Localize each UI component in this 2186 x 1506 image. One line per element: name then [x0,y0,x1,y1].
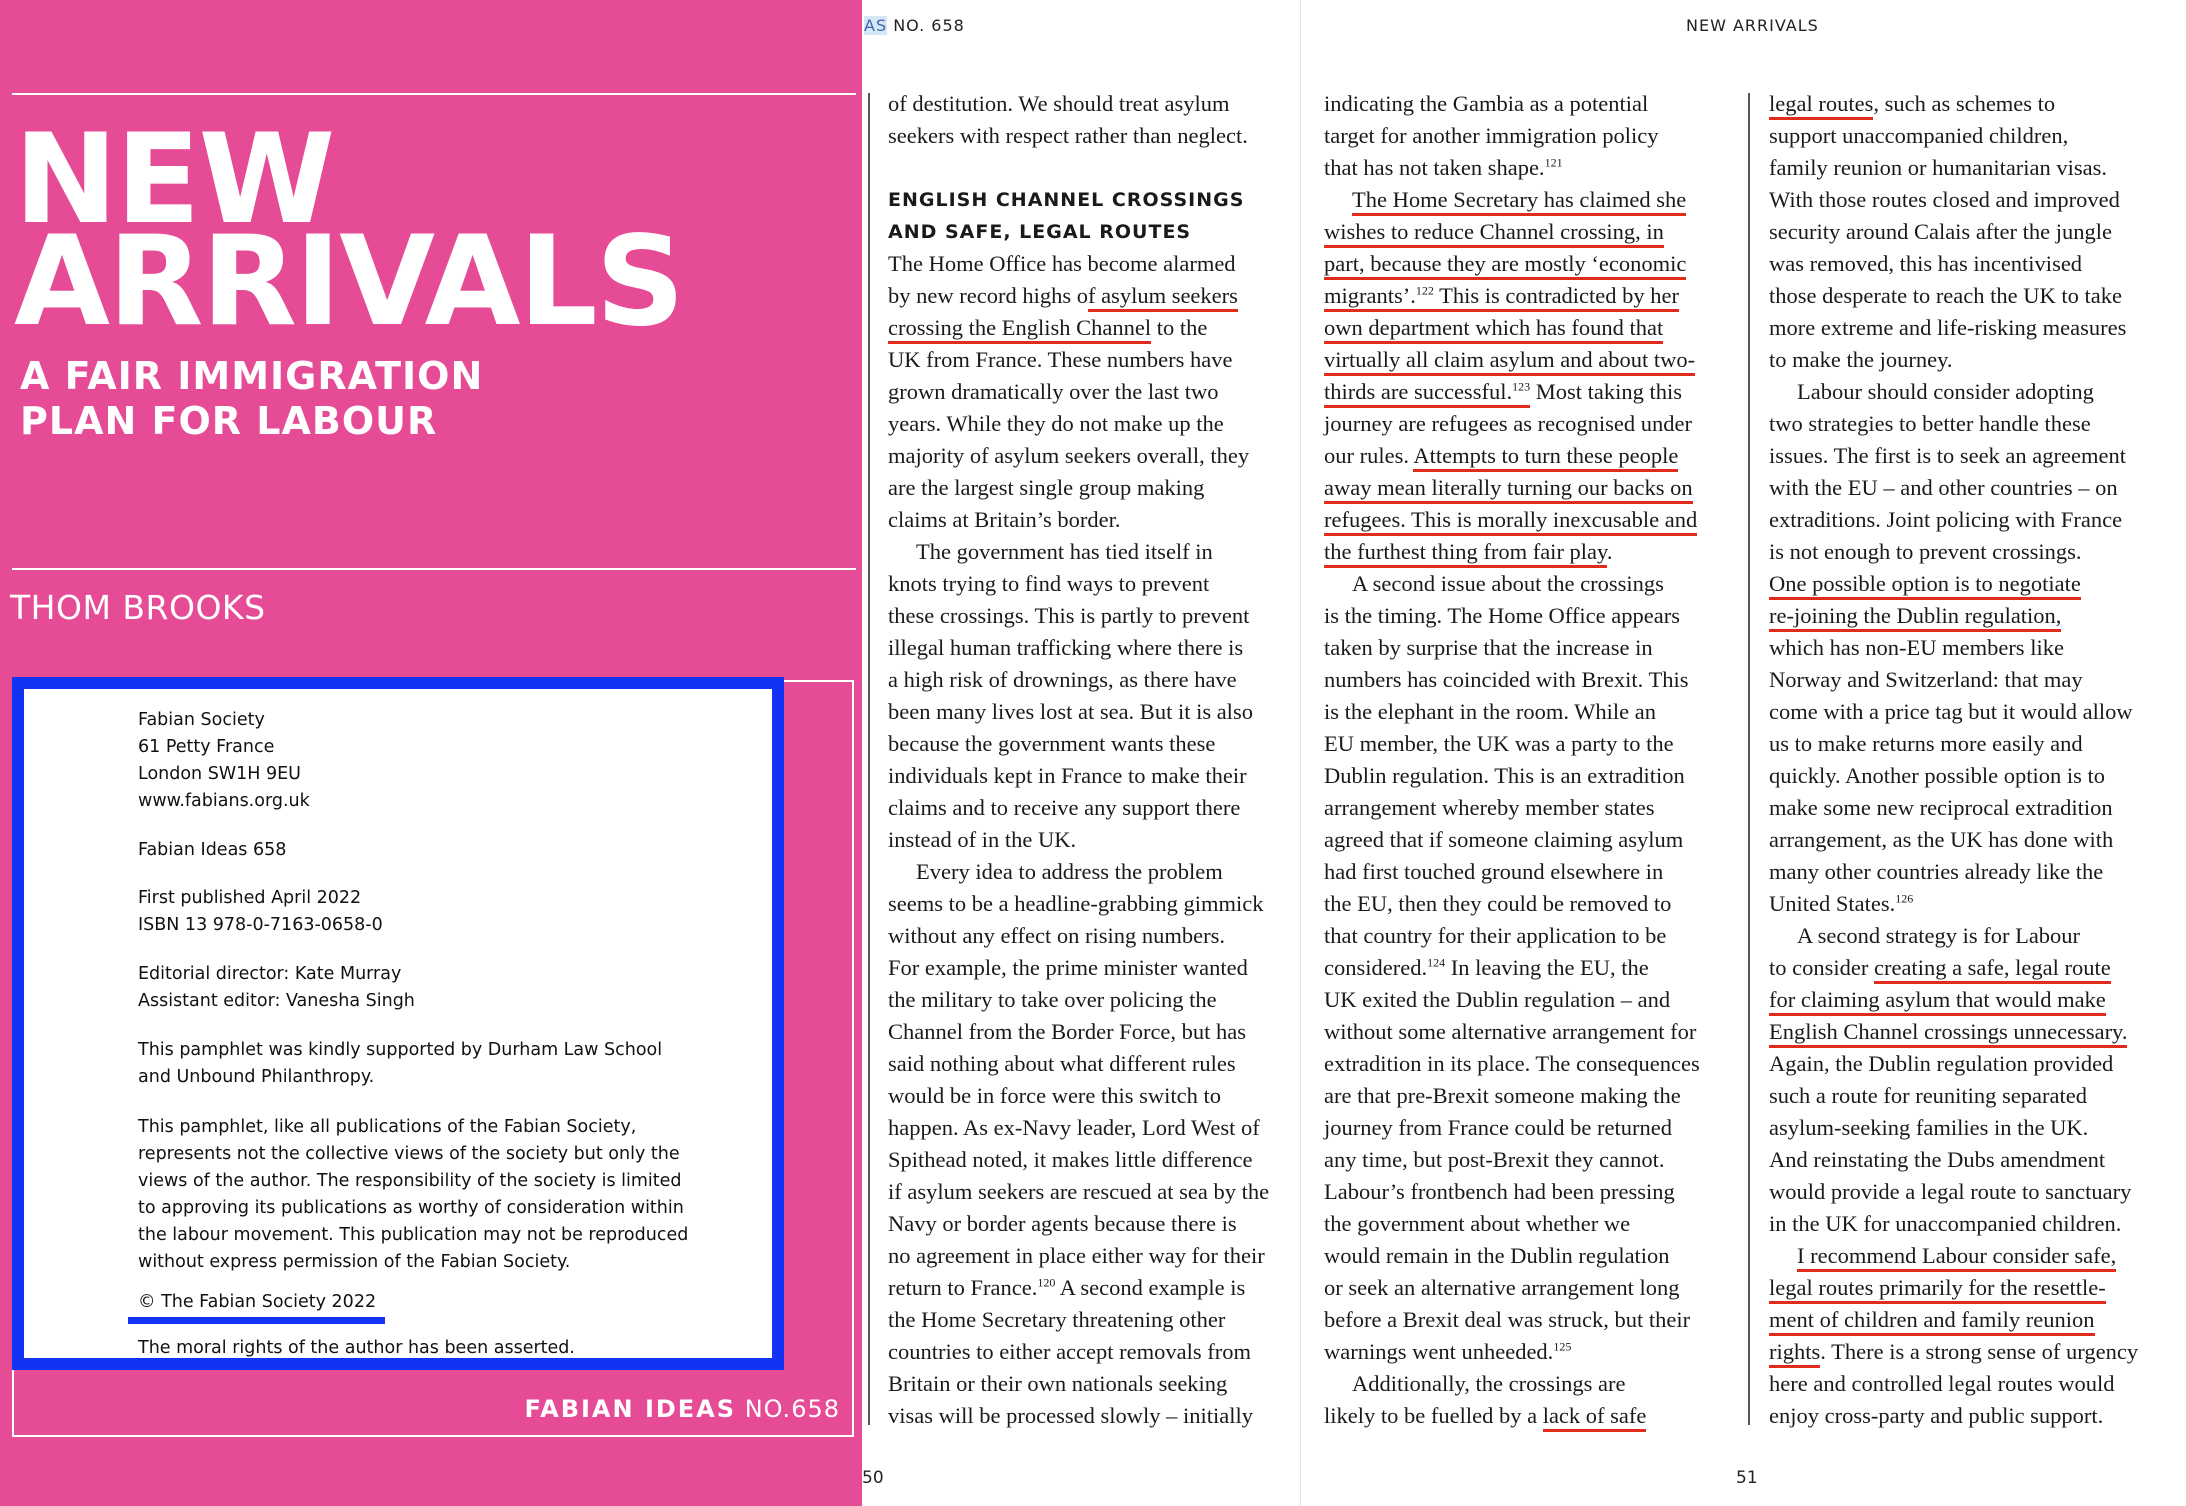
imprint-support-line-2: and Unbound Philanthropy. [138,1067,375,1087]
text-line: asylum-seeking families in the UK. [1769,1115,2089,1140]
text-line: journey from France could be returned [1324,1115,1672,1140]
text-line: years. While they do not make up the [888,411,1224,436]
underlined-text: Attempts to turn these people [1413,443,1678,472]
text-line [1324,504,1700,536]
text-span: our rules. [1324,443,1414,468]
text-line: the government about whether we [1324,1211,1631,1236]
underlined-text: for claiming asylum that would make [1769,987,2106,1016]
imprint-box [12,677,784,1370]
column-rule-left [868,93,870,1425]
text-line: is the timing. The Home Office appears [1324,603,1680,628]
underlined-text: f asylum seekers [1088,283,1238,312]
text-line: quickly. Another possible option is to [1769,763,2106,788]
text-line: before a Brexit deal was struck, but their [1324,1307,1691,1332]
cover-panel [0,0,862,1506]
text-span: . There is a strong sense of urgency [1820,1339,2139,1364]
text-line [1324,248,1700,280]
text-span: . [1606,539,1613,564]
underlined-text: One possible option is to negotiate [1769,571,2081,600]
imprint-disclaimer-line-2: represents not the collective views of the society but only the [138,1144,680,1164]
text-line [1324,472,1700,504]
copyright-highlight-underline [128,1317,385,1324]
text-line: would be in force were this switch to [888,1083,1222,1108]
text-line [1324,1400,1700,1432]
text-line: the Home Secretary threatening other [888,1307,1226,1332]
text-line [1324,952,1700,984]
text-column-3 [1769,88,2138,1432]
underlined-text [1324,379,1530,408]
text-line: For example, the prime minister wanted [888,955,1248,980]
text-line: without some alternative arrangement for [1324,1019,1697,1044]
imprint-first-published: First published April 2022 [138,888,362,908]
text-line: instead of in the UK. [888,827,1077,852]
text-line: agreed that if someone claiming asylum [1324,827,1684,852]
footnote-ref: 120 [1037,1275,1056,1290]
text-line: target for another immigration policy [1324,123,1659,148]
underlined-text: the furthest thing from fair play [1324,539,1607,568]
left-page-number: 50 [862,1468,884,1488]
text-span: by new record highs o [888,283,1088,308]
text-span: United States. [1769,891,1896,916]
footnote-ref: 126 [1895,891,1914,906]
text-line: seems to be a headline-grabbing gimmick [888,891,1264,916]
underlined-text: refugees. This is morally inexcusable and [1324,507,1697,536]
text-line [1324,312,1700,344]
underlined-text: lack of safe [1543,1403,1647,1432]
text-line: happen. As ex-Navy leader, Lord West of [888,1115,1260,1140]
text-line: issues. The first is to seek an agreement [1769,443,2126,468]
text-line: make some new reciprocal extradition [1769,795,2113,820]
text-line: Spithead noted, it makes little difference [888,1147,1253,1172]
text-span: to the [1151,315,1208,340]
underlined-text: part, because they are mostly ‘economic [1324,251,1686,280]
text-line: would remain in the Dublin regulation [1324,1243,1670,1268]
underlined-text: away mean literally turning our backs on [1324,475,1693,504]
text-line: extradition in its place. The consequences [1324,1051,1700,1076]
text-line: claims at Britain’s border. [888,507,1121,532]
underlined-text: The Home Secretary has claimed she [1352,187,1686,216]
text-line [1769,568,2138,600]
text-line: The Home Office has become alarmed [888,251,1236,276]
imprint-series: Fabian Ideas 658 [138,840,287,860]
underlined-text: creating a safe, legal route [1874,955,2111,984]
section-heading-line-2: AND SAFE, LEGAL ROUTES [888,221,1192,243]
left-header-highlighted-text: AS [864,16,888,35]
text-line [1769,88,2138,120]
imprint-isbn: ISBN 13 978-0-7163-0658-0 [138,915,383,935]
text-line: without any effect on rising numbers. [888,923,1226,948]
text-line: here and controlled legal routes would [1769,1371,2115,1396]
imprint-website: www.fabians.org.uk [138,791,310,811]
imprint-address-line-2: London SW1H 9EU [138,764,301,784]
text-line: that country for their application to be [1324,923,1667,948]
cover-title-line-1: NEW [14,108,334,252]
text-line [888,312,1269,344]
text-line [1769,1016,2138,1048]
text-span: This is contradicted by her [1433,283,1680,308]
imprint-copyright: © The Fabian Society 2022 [138,1292,377,1312]
imprint-editorial-director: Editorial director: Kate Murray [138,964,402,984]
footnote-ref: 125 [1553,1339,1572,1354]
text-line: the EU, then they could be removed to [1324,891,1672,916]
text-span: return to France. [888,1275,1038,1300]
series-number: NO.658 [744,1395,840,1423]
text-span: Most taking this [1530,379,1682,404]
text-line: in the UK for unaccompanied children. [1769,1211,2122,1236]
text-line: is not enough to prevent crossings. [1769,539,2082,564]
text-line: illegal human trafficking where there is [888,635,1244,660]
text-line: The government has tied itself in [916,539,1213,564]
cover-top-rule [12,93,856,95]
text-line [1769,1336,2138,1368]
text-line: A second issue about the crossings [1352,571,1664,596]
text-line: Navy or border agents because there is [888,1211,1237,1236]
footnote-ref: 124 [1427,955,1446,970]
imprint-disclaimer-line-3: views of the author. The responsibility of the society is limited [138,1171,682,1191]
text-line [1769,952,2138,984]
imprint-moral-rights: The moral rights of the author has been asserted. [138,1338,575,1358]
text-line [1324,344,1700,376]
text-line: us to make returns more easily and [1769,731,2083,756]
text-line: any time, but post-Brexit they cannot. [1324,1147,1665,1172]
series-name: FABIAN IDEAS [524,1395,737,1423]
text-line [1324,216,1700,248]
text-line: are that pre-Brexit someone making the [1324,1083,1681,1108]
cover-subtitle-line-1: A FAIR IMMIGRATION [20,354,484,398]
text-line [1769,1304,2138,1336]
underlined-text: English Channel crossings unnecessary. [1769,1019,2127,1048]
text-line: majority of asylum seekers overall, they [888,443,1250,468]
series-label [524,1395,840,1423]
text-span: considered. [1324,955,1428,980]
text-line: Additionally, the crossings are [1352,1371,1626,1396]
text-line: come with a price tag but it would allow [1769,699,2133,724]
text-line [888,280,1269,312]
text-line: family reunion or humanitarian visas. [1769,155,2108,180]
text-line: the military to take over policing the [888,987,1217,1012]
text-line: is the elephant in the room. While an [1324,699,1656,724]
text-span: likely to be fuelled by a [1324,1403,1543,1428]
text-line: which has non-EU members like [1769,635,2064,660]
imprint-support-line-1: This pamphlet was kindly supported by Durham Law School [138,1040,663,1060]
text-line: those desperate to reach the UK to take [1769,283,2122,308]
text-span: A second example is [1055,1275,1246,1300]
underlined-text: rights [1769,1339,1820,1368]
text-line: countries to either accept removals from [888,1339,1251,1364]
text-line: because the government wants these [888,731,1216,756]
text-span: warnings went unheeded. [1324,1339,1554,1364]
text-line: if asylum seekers are rescued at sea by the [888,1179,1270,1204]
text-line: With those routes closed and improved [1769,187,2120,212]
right-page-header: NEW ARRIVALS [1686,16,1819,35]
text-line: a high risk of drownings, as there have [888,667,1237,692]
text-line: Labour’s frontbench had been pressing [1324,1179,1675,1204]
text-line [1324,184,1700,216]
text-line [1769,1240,2138,1272]
text-line: such a route for reuniting separated [1769,1083,2087,1108]
text-line: visas will be processed slowly – initially [888,1403,1253,1428]
cover-title-line-2: ARRIVALS [14,210,683,354]
text-line: individuals kept in France to make their [888,763,1247,788]
author-name: THOM BROOKS [10,588,266,627]
text-line: support unaccompanied children, [1769,123,2069,148]
text-line: UK from France. These numbers have [888,347,1233,372]
text-line: many other countries already like the [1769,859,2104,884]
text-line: are the largest single group making [888,475,1205,500]
imprint-disclaimer-line-5: the labour movement. This publication may not be reproduced [138,1225,689,1245]
text-line: been many lives lost at sea. But it is also [888,699,1253,724]
underlined-text: legal routes [1769,91,1873,120]
text-line: Dublin regulation. This is an extradition [1324,763,1685,788]
text-line [1769,600,2138,632]
text-line: no agreement in place either way for their [888,1243,1265,1268]
text-line: Channel from the Border Force, but has [888,1019,1247,1044]
text-line [1324,536,1700,568]
text-line: more extreme and life-risking measures [1769,315,2127,340]
text-line: said nothing about what different rules [888,1051,1236,1076]
footnote-ref: 123 [1512,379,1531,394]
text-line: had first touched ground elsewhere in [1324,859,1664,884]
text-line [1324,152,1700,184]
text-span: that has not taken shape. [1324,155,1545,180]
text-line: journey are refugees as recognised under [1324,411,1692,436]
text-span: In leaving the EU, the [1445,955,1649,980]
text-line [1324,280,1700,312]
text-line: of destitution. We should treat asylum [888,91,1230,116]
footnote-ref: 122 [1415,283,1434,298]
underlined-text: crossing the English Channel [888,315,1151,344]
text-line: these crossings. This is partly to prevent [888,603,1250,628]
text-line: extraditions. Joint policing with France [1769,507,2123,532]
text-line: arrangement, as the UK has done with [1769,827,2114,852]
underlined-text: ment of children and family reunion [1769,1307,2095,1336]
column-rule-right [1748,93,1750,1425]
imprint-disclaimer-line-4: to approving its publications as worthy of consideration within [138,1198,684,1218]
text-line: claims and to receive any support there [888,795,1241,820]
text-line [1324,440,1700,472]
text-column-1 [888,88,1269,1432]
underlined-text [1324,283,1679,312]
underlined-text: I recommend Labour consider safe, [1797,1243,2116,1272]
text-line: knots trying to find ways to prevent [888,571,1210,596]
text-line: Labour should consider adopting [1797,379,2094,404]
text-span: migrants’. [1324,283,1416,308]
left-header-text: NO. 658 [887,16,965,35]
right-page-number: 51 [1736,1468,1758,1488]
text-line: seekers with respect rather than neglect. [888,123,1248,148]
text-line: would provide a legal route to sanctuary [1769,1179,2132,1204]
text-line [1769,888,2138,920]
text-line: UK exited the Dublin regulation – and [1324,987,1671,1012]
text-line: security around Calais after the jungle [1769,219,2113,244]
underlined-text: re-joining the Dublin regulation, [1769,603,2061,632]
text-line: grown dramatically over the last two [888,379,1219,404]
text-line: two strategies to better handle these [1769,411,2091,436]
text-line: Every idea to address the problem [916,859,1223,884]
cover-subtitle-line-2: PLAN FOR LABOUR [20,399,438,443]
imprint-assistant-editor: Assistant editor: Vanesha Singh [138,991,415,1011]
underlined-text: wishes to reduce Channel crossing, in [1324,219,1664,248]
text-line [888,1272,1269,1304]
left-page-header [864,16,965,35]
text-line: or seek an alternative arrangement long [1324,1275,1680,1300]
text-line: A second strategy is for Labour [1797,923,2081,948]
text-line: to make the journey. [1769,347,1953,372]
text-column-2 [1324,88,1700,1432]
imprint-address-line-1: 61 Petty France [138,737,275,757]
imprint-disclaimer-line-6: without express permission of the Fabian Society. [138,1252,571,1272]
text-line: Britain or their own nationals seeking [888,1371,1228,1396]
cover-middle-rule [12,568,856,570]
text-line [1769,984,2138,1016]
text-line: Norway and Switzerland: that may [1769,667,2083,692]
text-span: thirds are successful. [1324,379,1513,404]
footnote-ref: 121 [1544,155,1563,170]
page-gutter [1300,0,1301,1506]
text-line [1324,376,1700,408]
underlined-text: legal routes primarily for the resettle- [1769,1275,2106,1304]
text-line: with the EU – and other countries – on [1769,475,2118,500]
text-line: was removed, this has incentivised [1769,251,2083,276]
text-line: arrangement whereby member states [1324,795,1655,820]
underlined-text: virtually all claim asylum and about two- [1324,347,1695,376]
underlined-text: own department which has found that [1324,315,1663,344]
text-line: taken by surprise that the increase in [1324,635,1653,660]
section-heading-line-1: ENGLISH CHANNEL CROSSINGS [888,189,1245,211]
text-line: EU member, the UK was a party to the [1324,731,1674,756]
imprint-disclaimer-line-1: This pamphlet, like all publications of the Fabian Society, [138,1117,637,1137]
text-line: numbers has coincided with Brexit. This [1324,667,1689,692]
text-line: indicating the Gambia as a potential [1324,91,1649,116]
text-line [1769,1272,2138,1304]
text-line: enjoy cross-party and public support. [1769,1403,2104,1428]
text-line: Again, the Dublin regulation provided [1769,1051,2114,1076]
text-line [1324,1336,1700,1368]
imprint-publisher: Fabian Society [138,710,265,730]
text-line: And reinstating the Dubs amendment [1769,1147,2106,1172]
text-span: , such as schemes to [1873,91,2056,116]
text-span: to consider [1769,955,1874,980]
